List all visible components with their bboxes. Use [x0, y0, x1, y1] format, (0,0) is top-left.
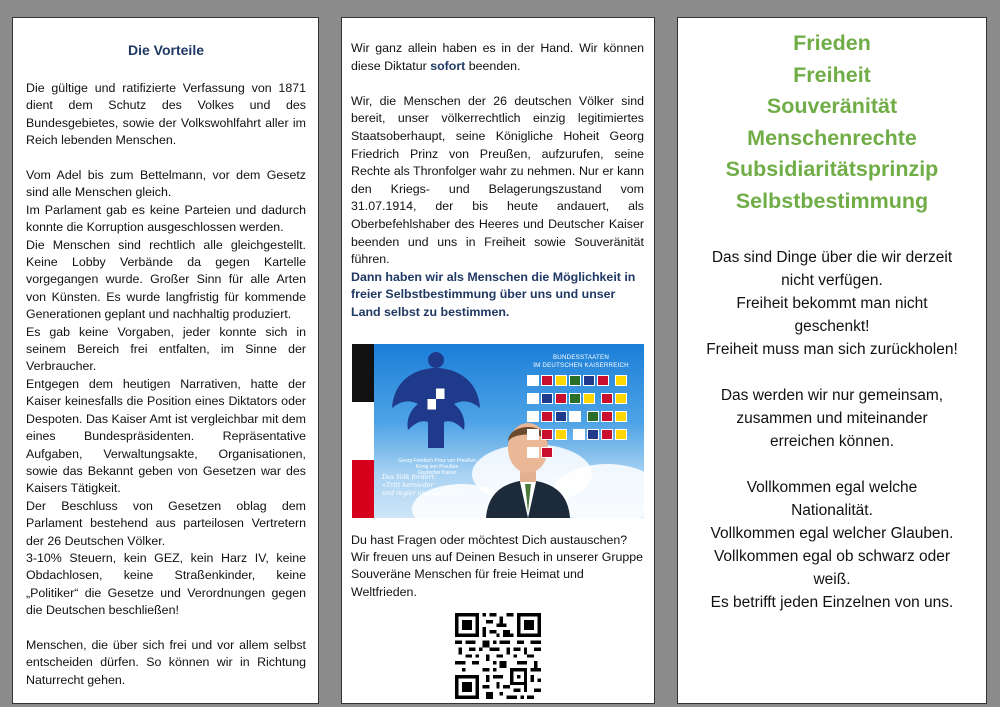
paragraph: Menschen, die über sich frei und vor allem selbst entscheiden dürfen. So können wir in Richtung Naturrecht gehen.: [26, 637, 306, 687]
coat-of-arms-icon: [583, 375, 595, 386]
coat-of-arms-icon: [615, 411, 627, 422]
coat-of-arms-icon: [569, 375, 581, 386]
eagle-icon: [388, 348, 484, 458]
keyword-list: [684, 28, 980, 217]
keyword-selbstbestimmung: Selbstbestimmung: [735, 188, 929, 213]
paragraph: Die Menschen sind rechtlich alle gleichgestellt. Keine Lobby Verbände da gegen Kartelle vorgegangen wurde. Großer Sinn für alle Arten von Künsten. Es wurde langfristig für kommende Generationen geplant und nachhaltig produziert.: [26, 237, 306, 322]
keyword-frieden: Frieden: [793, 31, 871, 55]
coat-of-arms-icon: [569, 393, 581, 404]
imperial-flag: [352, 344, 374, 518]
text-block-1: [684, 246, 980, 361]
paragraph: Im Parlament gab es keine Parteien und dadurch konnte die Korruption ausgeschlossen werden.: [26, 202, 306, 235]
banner-title: [522, 354, 640, 370]
text-line: erreichen können.: [769, 433, 895, 450]
quote-line: »Tritt hernieder: [382, 481, 434, 489]
coat-of-arms-icon: [527, 429, 539, 440]
coat-of-arms-icon: [527, 447, 539, 458]
coat-of-arms-icon: [541, 411, 553, 422]
coat-of-arms-icon: [527, 393, 539, 404]
paragraph: Wir, die Menschen der 26 deutschen Völker sind bereit, unser völkerrechtlich einzig legitimiertes Staatsoberhaupt, seine Königliche Hoheit Georg Friedrich Prinz von Preußen, aufzurufen, seine Rechte als Thronfolger wahr zu nehmen. Nur er kann den Kriegs- und Belagerungszustand vom 31.07.1914, der bis heute andauert, als Oberbefehlshaber des Heeres und Deutscher Kaiser beenden und uns in Freiheit sowie Souveränität führen.: [351, 93, 644, 267]
coat-of-arms-icon: [615, 429, 627, 440]
coat-of-arms-icon: [555, 375, 567, 386]
coat-of-arms-icon: [555, 393, 567, 404]
text-run: beenden.: [465, 58, 521, 73]
text-line: Das werden wir nur gemeinsam,: [720, 387, 944, 404]
text-line: zusammen und miteinander: [736, 410, 928, 427]
text-line: nicht verfügen.: [781, 272, 883, 289]
banner-title-line: IM DEUTSCHEN KAISERREICH: [533, 361, 629, 369]
highlight-paragraph: Dann haben wir als Menschen die Möglichkeit in freier Selbstbestimmung über uns und unser Land selbst zu bestimmen.: [351, 269, 636, 319]
coats-of-arms: [526, 374, 638, 464]
text-line: Vollkommen egal welche: [746, 479, 918, 496]
contact-paragraph: Du hast Fragen oder möchtest Dich austauschen? Wir freuen uns auf Deinen Besuch in unserer Gruppe Souveräne Menschen für freie Heimat und Weltfrieden.: [351, 532, 644, 599]
middle-panel: [341, 17, 655, 704]
coat-of-arms-icon: [541, 393, 553, 404]
text-line: Freiheit muss man sich zurückholen!: [706, 341, 958, 358]
paragraph: Die gültige und ratifizierte Verfassung von 1871 dient dem Schutz des Volkes und des Bundesgebietes, sowie der Volkswohlfahrt aller im Reich lebenden Menschen.: [26, 81, 306, 148]
text-run: Wir ganz allein haben es in der Hand. Wir können diese Diktatur: [351, 41, 644, 73]
qr-code-icon[interactable]: [455, 613, 541, 699]
paragraph: 3-10% Steuern, kein GEZ, kein Harz IV, keine Obdachlosen, keine Straßenkinder, keine „Politiker“ die Gesetze und Verordnungen gegen die Deutschen beschließen!: [26, 550, 306, 618]
paragraph: Es gab keine Vorgaben, jeder konnte sich in seinem Bereich frei entfalten, im Sinne der Verbraucher.: [26, 324, 306, 374]
text-line: Nationalität.: [791, 502, 873, 519]
coat-of-arms-icon: [615, 393, 627, 404]
text-line: Es betrifft jeden Einzelnen von uns.: [710, 594, 954, 611]
coat-of-arms-icon: [555, 429, 567, 440]
coat-of-arms-icon: [601, 429, 613, 440]
coat-of-arms-icon: [555, 411, 567, 422]
text-block-2: [684, 384, 980, 453]
coat-of-arms-icon: [541, 429, 553, 440]
caption-line: Georg Friedrich Prinz von Preußen: [398, 457, 476, 464]
caption-line: König von Preußen: [415, 463, 459, 470]
panel-heading: Die Vorteile: [128, 42, 204, 58]
kaiser-banner-image: [352, 344, 644, 518]
quote-line: Das Volk fordert:: [382, 473, 437, 481]
right-panel: [677, 17, 987, 704]
text-line: Vollkommen egal ob schwarz oder: [713, 548, 951, 565]
coat-of-arms-icon: [601, 393, 613, 404]
coat-of-arms-icon: [587, 411, 599, 422]
keyword-menschenrechte: Menschenrechte: [747, 125, 917, 150]
text-line: geschenkt!: [794, 318, 870, 335]
coat-of-arms-icon: [583, 393, 595, 404]
text-line: Vollkommen egal welcher Glauben.: [710, 525, 954, 542]
caption-line: Deutscher Kaiser: [417, 469, 457, 476]
coat-of-arms-icon: [573, 429, 585, 440]
quote-line: und regier uns wieder.«: [382, 489, 459, 497]
banner-title-line: BUNDESSTAATEN: [552, 353, 609, 361]
coat-of-arms-icon: [527, 411, 539, 422]
emphasis: sofort: [430, 58, 466, 73]
text-block-3: [684, 476, 980, 614]
text-line: weiß.: [813, 571, 851, 588]
paragraph: Vom Adel bis zum Bettelmann, vor dem Gesetz sind alle Menschen gleich.: [26, 168, 306, 200]
paragraph: Entgegen dem heutigen Narrativen, hatte der Kaiser keinesfalls die Position eines Diktators oder Despoten. Das Kaiser Amt ist vergleichbar mit dem eines Bundespräsidenten. Repräsentative Aufgaben, Verwaltungsakte, Organisationen, sowie das Bekannt geben von Gesetzen war des Kaisers Tätigkeit.: [26, 376, 306, 496]
text-line: Freiheit bekommt man nicht: [736, 295, 928, 312]
paragraph: Der Beschluss von Gesetzen oblag dem Parlament bestehend aus parteilosen Vertretern der 26 Deutschen Völker.: [26, 498, 306, 548]
coat-of-arms-icon: [541, 447, 553, 458]
keyword-freiheit: Freiheit: [793, 62, 871, 87]
keyword-souveraenitaet: Souveränität: [766, 94, 898, 118]
text-line: Das sind Dinge über die wir derzeit: [711, 249, 953, 266]
coat-of-arms-icon: [587, 429, 599, 440]
coat-of-arms-icon: [597, 375, 609, 386]
coat-of-arms-icon: [569, 411, 581, 422]
coat-of-arms-icon: [615, 375, 627, 386]
coat-of-arms-icon: [541, 375, 553, 386]
left-panel: [12, 17, 319, 704]
paragraph: [351, 40, 644, 75]
keyword-subsidiaritaetsprinzip: Subsidiaritätsprinzip: [725, 157, 939, 181]
coat-of-arms-icon: [527, 375, 539, 386]
coat-of-arms-icon: [601, 411, 613, 422]
